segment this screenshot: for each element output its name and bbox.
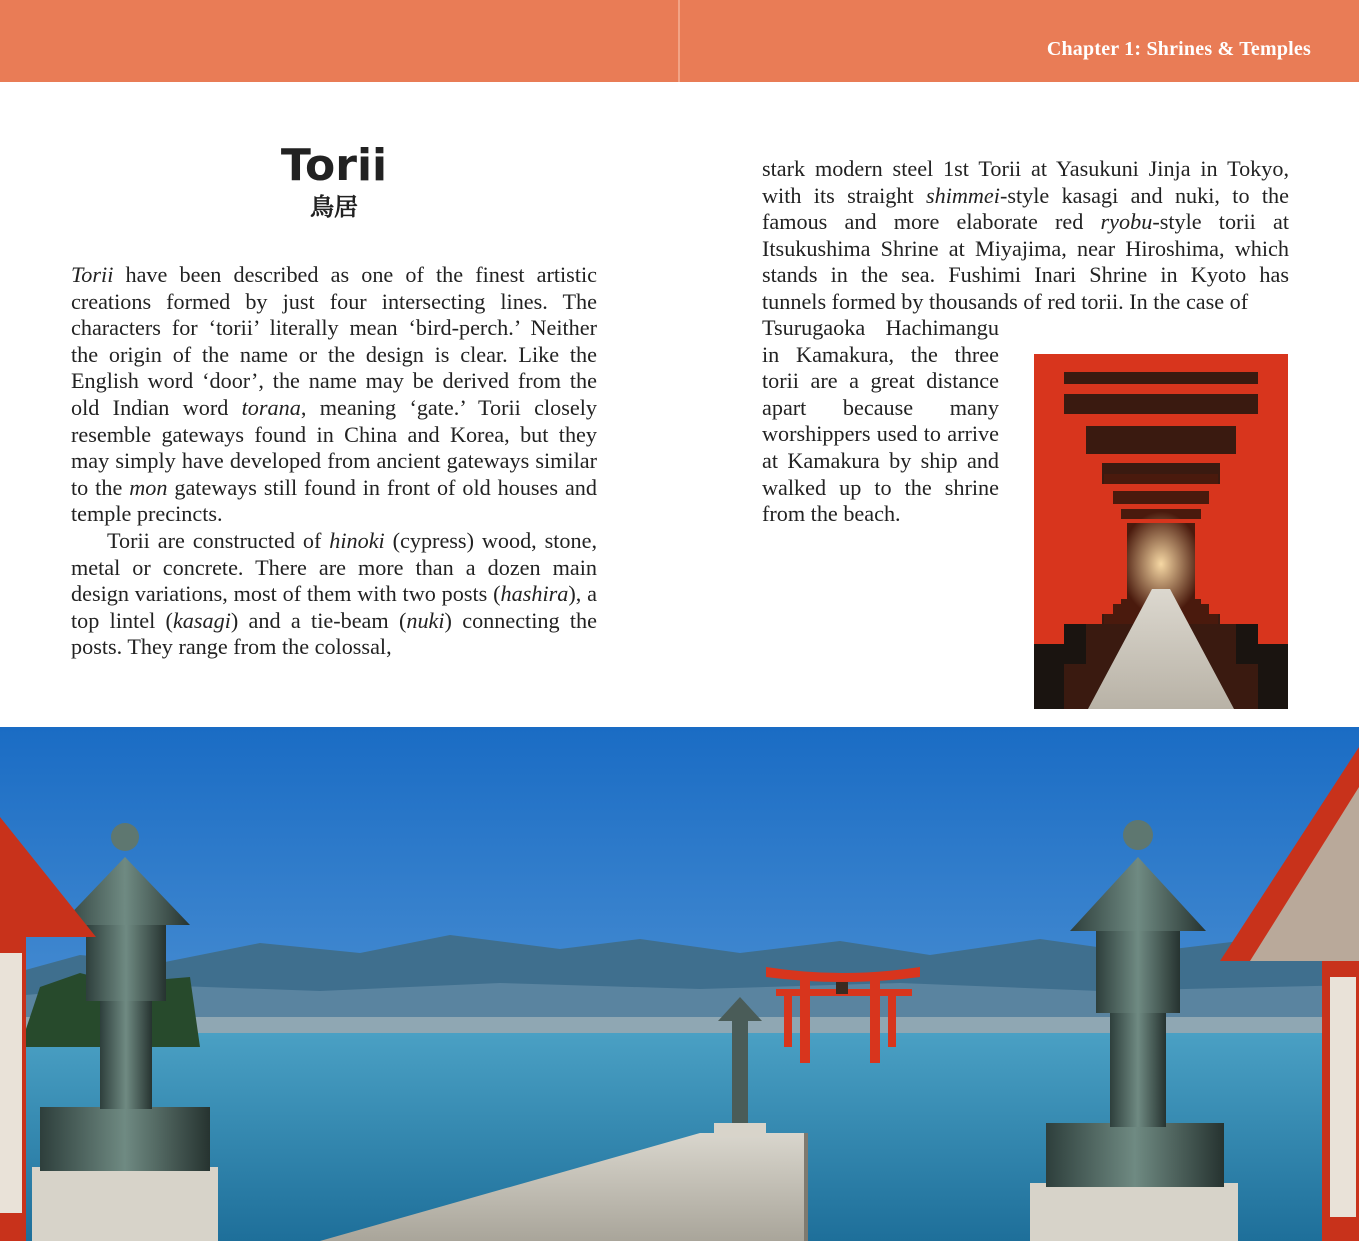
chapter-title: Chapter 1: Shrines & Temples bbox=[1046, 38, 1311, 60]
italic-term: shimmei bbox=[925, 182, 1000, 208]
paragraph-4 bbox=[762, 315, 999, 528]
right-column-text bbox=[762, 156, 1289, 316]
title-block bbox=[200, 140, 468, 222]
text-run: ), a top lintel ( bbox=[71, 581, 597, 633]
italic-term: mon bbox=[129, 474, 168, 500]
text-run: have been described as one of the finest artistic creations formed by just four intersecting lines. The characters for ‘torii’ literally mean ‘bird-perch.’ Neither the origin of the name or the design is clear. Like the English word ‘door’, the name may be derived from the old Indian word bbox=[71, 262, 597, 420]
italic-term: hinoki bbox=[329, 527, 385, 553]
italic-term: hashira bbox=[500, 581, 569, 607]
text-run: gateways still found in front of old houses and temple precincts. bbox=[71, 474, 597, 527]
italic-term: nuki bbox=[406, 607, 445, 633]
text-run: Tsurugaoka Hachimangu in Kamakura, the three torii are a great distance apart because many worshippers used to arrive at Kamakura by ship and walked up to the shrine from the beach. bbox=[762, 315, 999, 527]
text-run: ) connecting the posts. They range from the colossal, bbox=[71, 607, 597, 660]
right-column-text-wrapped bbox=[762, 315, 999, 528]
text-run: (cypress) wood, stone, metal or concrete. There are more than a dozen main design variations, most of them with two posts ( bbox=[71, 527, 597, 607]
italic-term: ryobu bbox=[1100, 209, 1153, 235]
paragraph-2 bbox=[71, 528, 597, 661]
italic-term: kasagi bbox=[172, 607, 231, 633]
itsukushima-torii-photo bbox=[0, 727, 1359, 1241]
left-column-text bbox=[71, 262, 597, 661]
text-run: , meaning ‘gate.’ Torii closely resemble gateways found in China and Korea, but they may simply have developed from ancient gateways similar to the bbox=[71, 394, 597, 500]
text-run: ) and a tie-beam ( bbox=[230, 607, 407, 633]
text-run: Torii are constructed of bbox=[107, 527, 330, 553]
italic-term: torana bbox=[241, 394, 301, 420]
paragraph-1 bbox=[71, 262, 597, 528]
page-title: Torii bbox=[280, 140, 388, 191]
page-subtitle-japanese: 鳥居 bbox=[310, 193, 358, 221]
italic-term: Torii bbox=[71, 262, 114, 287]
paragraph-3 bbox=[762, 156, 1289, 316]
text-run: -style kasagi and nuki, to the famous and more elaborate red bbox=[762, 182, 1289, 235]
text-run: stark modern steel 1st Torii at Yasukuni Jinja in Tokyo, with its straight bbox=[762, 156, 1289, 208]
text-run: -style torii at Itsukushima Shrine at Miyajima, near Hiroshima, which stands in the sea. Fushimi Inari Shrine in Kyoto has tunnels formed by thousands of red torii. In the case of bbox=[762, 209, 1289, 314]
torii-tunnel-photo bbox=[1034, 354, 1288, 709]
page-gutter-divider bbox=[678, 0, 680, 82]
